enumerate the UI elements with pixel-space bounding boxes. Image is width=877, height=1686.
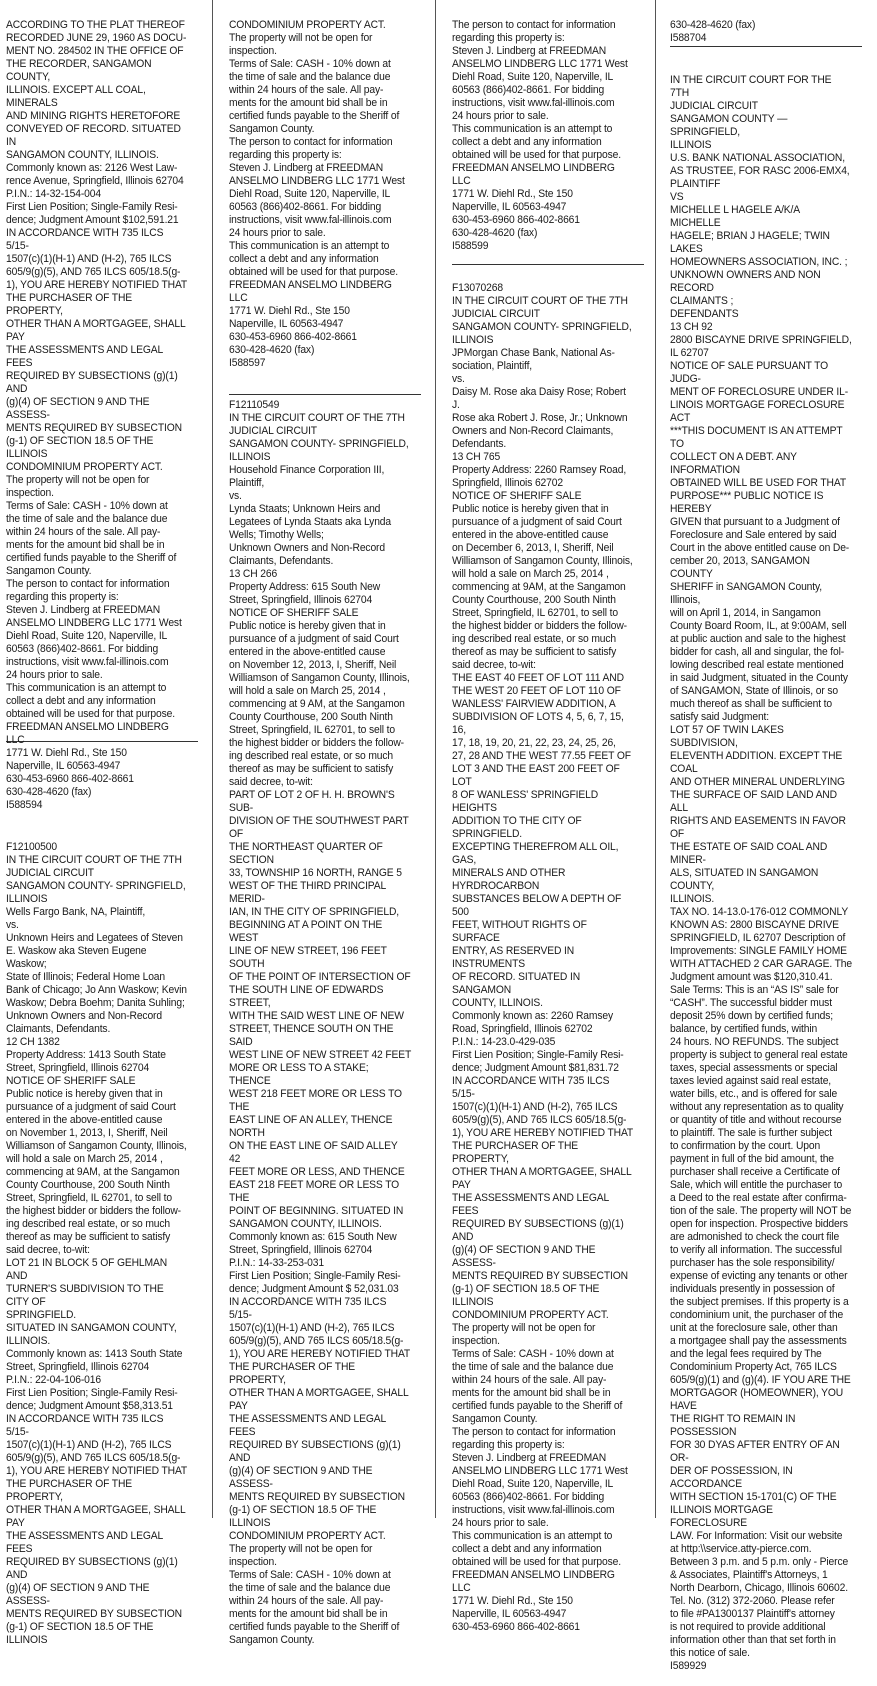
column-2 (229, 6, 411, 1660)
column-divider (435, 0, 436, 1518)
notice-continuation: 630-428-4620 (fax) I588704 (670, 19, 756, 44)
column-4 (670, 6, 852, 1686)
notice-continuation: CONDOMINIUM PROPERTY ACT. The property will not be open for inspection. Terms of Sale: CASH - 10% down at the time of sale and the balance due within 24 hours of the sale. All pay- ments for the amount bid shall be in certified funds payable to the Sheriff of Sangamon County. The person to contact for information regarding this property is: Steven J. Lindberg at FREEDMAN ANSELMO LINDBERG LLC 1771 West Diehl Road, Suite 120, Naperville, IL 60563 (866)402-8661. For bidding instructions, visit www.fal-illinois.com 24 hours prior to sale. This communication is an attempt to collect a debt and any information obtained will be used for that purpose. FREEDMAN ANSELMO LINDBERG LLC 1771 W. Diehl Rd., Ste 150 Naperville, IL 60563-4947 630-453-6960 866-402-8661 630-428-4620 (fax) I588597 (229, 19, 405, 369)
notice-hagele: IN THE CIRCUIT COURT FOR THE 7TH JUDICIAL CIRCUIT SANGAMON COUNTY — SPRINGFIELD, ILLINOIS U.S. BANK NATIONAL ASSOCIATION, AS TRUSTEE, FOR RASC 2006-EMX4, PLAINTIFF VS MICHELLE L HAGELE A/K/A MICHELLE HAGELE; BRIAN J HAGELE; TWIN LAKES HOMEOWNERS ASSOCIATION, INC. ; UNKNOWN OWNERS AND NON RECORD CLAIMANTS ; DEFENDANTS 13 CH 92 2800 BISCAYNE DRIVE SPRINGFIELD, IL 62707 NOTICE OF SALE PURSUANT TO JUDG- MENT OF FORECLOSURE UNDER IL- LINOIS MORTGAGE FORECLOSURE ACT ***THIS DOCUMENT IS AN ATTEMPT TO COLLECT ON A DEBT. ANY INFORMATION OBTAINED WILL BE USED FOR THAT PURPOSE*** PUBLIC NOTICE IS HEREBY GIVEN that pursuant to a Judgment of Foreclosure and Sale entered by said Court in the above entitled cause on De- cember 20, 2013, SANGAMON COUNTY SHERIFF in SANGAMON County, Illinois, will on April 1, 2014, in Sangamon County Board Room, IL, at 9:00AM, sell at public auction and sale to the highest bidder for cash, all and singular, the fol- lowing described real estate mentioned in said Judgment, situated in the County of SANGAMON, State of Illinois, or so much thereof as shall be sufficient to satisfy said Judgment: LOT 57 OF TWIN LAKES SUBDIVISION, ELEVENTH ADDITION. EXCEPT THE COAL AND OTHER MINERAL UNDERLYING THE SURFACE OF SAID LAND AND ALL RIGHTS AND EASEMENTS IN FAVOR OF THE ESTATE OF SAID COAL AND MINER- ALS, SITUATED IN SANGAMON COUNTY, ILLINOIS. TAX NO. 14-13.0-176-012 COMMONLY KNOWN AS: 2800 BISCAYNE DRIVE SPRINGFIELD, IL 62707 Description of Improvements: SINGLE FAMILY HOME WITH ATTACHED 2 CAR GARAGE. The Judgment amount was $120,310.41. Sale Terms: This is an “AS IS” sale for “CASH”. The successful bidder must deposit 25% down by certified funds; balance, by certified funds, within 24 hours. NO REFUNDS. The subject property is subject to general real estate taxes, special assessments or special taxes levied against said real estate, water bills, etc., and is offered for sale without any representation as to quality or quantity of title and without recourse to plaintiff. The sale is further subject to confirmation by the court. Upon payment in full of the bid amount, the purchaser shall receive a Certificate of Sale, which will entitle the purchaser to a Deed to the real estate after confirma- tion of the sale. The property will NOT be open for inspection. Prospective bidders are admonished to check the court file to verify all information. The successful purchaser has the sole responsibility/ expense of evicting any tenants or other individuals presently in possession of the subject premises. If this property is a condominium unit, the purchaser of the unit at the foreclosure sale, other than a mortgagee shall pay the assessments and the legal fees required by The Condominium Property Act, 765 ILCS 605/9(g)(1) and (g)(4). IF YOU ARE THE MORTGAGOR (HOMEOWNER), YOU HAVE THE RIGHT TO REMAIN IN POSSESSION FOR 30 DYAS AFTER ENTRY OF AN OR- DER OF POSSESSION, IN ACCORDANCE WITH SECTION 15-1701(C) OF THE ILLINOIS MORTGAGE FORECLOSURE LAW. For Information: Visit our website at http:\\service.atty-pierce.com. Between 3 p.m. and 5 p.m. only - Pierce & Associates, Plaintiff's Attorneys, 1 North Dearborn, Chicago, Illinois 60602. Tel. No. (312) 372-2060. Please refer to file #PA1300137 Plaintiff's attorney is not required to provide additional information other than that set forth in this notice of sale. I589929 (670, 74, 852, 1672)
notice-f13070268: F13070268 IN THE CIRCUIT COURT OF THE 7TH JUDICIAL CIRCUIT SANGAMON COUNTY- SPRINGFIELD, ILLINOIS JPMorgan Chase Bank, National As- sociation, Plaintiff, vs. Daisy M. Rose aka Daisy Rose; Robert J. Rose aka Robert J. Rose, Jr.; Unknown Owners and Non-Record Claimants, Defendants. 13 CH 765 Property Address: 2260 Ramsey Road, Springfield, Illinois 62702 NOTICE OF SHERIFF SALE Public notice is hereby given that in pursuance of a judgment of said Court entered in the above-entitled cause on December 6, 2013, I, Sheriff, Neil Williamson of Sangamon County, Illinois, will hold a sale on March 25, 2014 , commencing at 9AM, at the Sangamon County Courthouse, 200 South Ninth Street, Springfield, IL 62701, to sell to the highest bidder or bidders the follow- ing described real estate, or so much thereof as may be sufficient to satisfy said decree, to-wit: THE EAST 40 FEET OF LOT 111 AND THE WEST 20 FEET OF LOT 110 OF WANLESS' FAIRVIEW ADDITION, A SUBDIVISION OF LOTS 4, 5, 6, 7, 15, 16, 17, 18, 19, 20, 21, 22, 23, 24, 25, 26, 27, 28 AND THE WEST 77.55 FEET OF LOT 3 AND THE EAST 200 FEET OF LOT 8 OF WANLESS' SPRINGFIELD HEIGHTS ADDITION TO THE CITY OF SPRINGFIELD. EXCEPTING THEREFROM ALL OIL, GAS, MINERALS AND OTHER HYRDROCARBON SUBSTANCES BELOW A DEPTH OF 500 FEET, WITHOUT RIGHTS OF SURFACE ENTRY, AS RESERVED IN INSTRUMENTS OF RECORD. SITUATED IN SANGAMON COUNTY, ILLINOIS. Commonly known as: 2260 Ramsey Road, Springfield, Illinois 62702 P.I.N.: 14-23.0-429-035 First Lien Position; Single-Family Resi- dence; Judgment Amount $81,831.72 IN ACCORDANCE WITH 735 ILCS 5/15- 1507(c)(1)(H-1) AND (H-2), 765 ILCS 605/9(g)(5), AND 765 ILCS 605/18.5(g- 1), YOU ARE HEREBY NOTIFIED THAT THE PURCHASER OF THE PROPERTY, OTHER THAN A MORTGAGEE, SHALL PAY THE ASSESSMENTS AND LEGAL FEES REQUIRED BY SUBSECTIONS (g)(1) AND (g)(4) OF SECTION 9 AND THE ASSESS- MENTS REQUIRED BY SUBSECTION (g-1) OF SECTION 18.5 OF THE ILLINOIS CONDOMINIUM PROPERTY ACT. The property will not be open for inspection. Terms of Sale: CASH - 10% down at the time of sale and the balance due within 24 hours of the sale. All pay- ments for the amount bid shall be in certified funds payable to the Sheriff of Sangamon County. The person to contact for information regarding this property is: Steven J. Lindberg at FREEDMAN ANSELMO LINDBERG LLC 1771 West Diehl Road, Suite 120, Naperville, IL 60563 (866)402-8661. For bidding instructions, visit www.fal-illinois.com 24 hours prior to sale. This communication is an attempt to collect a debt and any information obtained will be used for that purpose. FREEDMAN ANSELMO LINDBERG LLC 1771 W. Diehl Rd., Ste 150 Naperville, IL 60563-4947 630-453-6960 866-402-8661 (452, 282, 634, 1633)
notice-f12100500: F12100500 IN THE CIRCUIT COURT OF THE 7TH JUDICIAL CIRCUIT SANGAMON COUNTY- SPRINGFIELD, ILLINOIS Wells Fargo Bank, NA, Plaintiff, vs. Unknown Heirs and Legatees of Steven E. Waskow aka Steven Eugene Waskow; State of Illinois; Federal Home Loan Bank of Chicago; Jo Ann Waskow; Kevin Waskow; Debra Boehm; Danita Suhling; Unknown Owners and Non-Record Claimants, Defendants. 12 CH 1382 Property Address: 1413 South State Street, Springfield, Illinois 62704 NOTICE OF SHERIFF SALE Public notice is hereby given that in pursuance of a judgment of said Court entered in the above-entitled cause on November 1, 2013, I, Sheriff, Neil Williamson of Sangamon County, Illinois, will hold a sale on March 25, 2014 , commencing at 9AM, at the Sangamon County Courthouse, 200 South Ninth Street, Springfield, IL 62701, to sell to the highest bidder or bidders the follow- ing described real estate, or so much thereof as may be sufficient to satisfy said decree, to-wit: LOT 21 IN BLOCK 5 OF GEHLMAN AND TURNER'S SUBDIVISION TO THE CITY OF SPRINGFIELD. SITUATED IN SANGAMON COUNTY, ILLINOIS. Commonly known as: 1413 South State Street, Springfield, Illinois 62704 P.I.N.: 22-04-106-016 First Lien Position; Single-Family Resi- dence; Judgment Amount $58,313.51 IN ACCORDANCE WITH 735 ILCS 5/15- 1507(c)(1)(H-1) AND (H-2), 765 ILCS 605/9(g)(5), AND 765 ILCS 605/18.5(g- 1), YOU ARE HEREBY NOTIFIED THAT THE PURCHASER OF THE PROPERTY, OTHER THAN A MORTGAGEE, SHALL PAY THE ASSESSMENTS AND LEGAL FEES REQUIRED BY SUBSECTIONS (g)(1) AND (g)(4) OF SECTION 9 AND THE ASSESS- MENTS REQUIRED BY SUBSECTION (g-1) OF SECTION 18.5 OF THE ILLINOIS (6, 841, 188, 1646)
notice-f12110549: F12110549 IN THE CIRCUIT COURT OF THE 7TH JUDICIAL CIRCUIT SANGAMON COUNTY- SPRINGFIELD, ILLINOIS Household Finance Corporation III, Plaintiff, vs. Lynda Staats; Unknown Heirs and Legatees of Lynda Staats aka Lynda Wells; Timothy Wells; Unknown Owners and Non-Record Claimants, Defendants. 13 CH 266 Property Address: 615 South New Street, Springfield, Illinois 62704 NOTICE OF SHERIFF SALE Public notice is hereby given that in pursuance of a judgment of said Court entered in the above-entitled cause on November 12, 2013, I, Sheriff, Neil Williamson of Sangamon County, Illinois, will hold a sale on March 25, 2014 , commencing at 9 AM, at the Sangamon County Courthouse, 200 South Ninth Street, Springfield, IL 62701, to sell to the highest bidder or bidders the follow- ing described real estate, or so much thereof as may be sufficient to satisfy said decree, to-wit: PART OF LOT 2 OF H. H. BROWN'S SUB- DIVISION OF THE SOUTHWEST PART OF THE NORTHEAST QUARTER OF SECTION 33, TOWNSHIP 16 NORTH, RANGE 5 WEST OF THE THIRD PRINCIPAL MERID- IAN, IN THE CITY OF SPRINGFIELD, BEGINNING AT A POINT ON THE WEST LINE OF NEW STREET, 196 FEET SOUTH OF THE POINT OF INTERSECTION OF THE SOUTH LINE OF EDWARDS STREET, WITH THE SAID WEST LINE OF NEW STREET, THENCE SOUTH ON THE SAID WEST LINE OF NEW STREET 42 FEET MORE OR LESS TO A STAKE; THENCE WEST 218 FEET MORE OR LESS TO THE EAST LINE OF AN ALLEY, THENCE NORTH ON THE EAST LINE OF SAID ALLEY 42 FEET MORE OR LESS, AND THENCE EAST 218 FEET MORE OR LESS TO THE POINT OF BEGINNING. SITUATED IN SANGAMON COUNTY, ILLINOIS. Commonly known as: 615 South New Street, Springfield, Illinois 62704 P.I.N.: 14-33-253-031 First Lien Position; Single-Family Resi- dence; Judgment Amount $ 52,031.03 IN ACCORDANCE WITH 735 ILCS 5/15- 1507(c)(1)(H-1) AND (H-2), 765 ILCS 605/9(g)(5), AND 765 ILCS 605/18.5(g- 1), YOU ARE HEREBY NOTIFIED THAT THE PURCHASER OF THE PROPERTY, OTHER THAN A MORTGAGEE, SHALL PAY THE ASSESSMENTS AND LEGAL FEES REQUIRED BY SUBSECTIONS (g)(1) AND (g)(4) OF SECTION 9 AND THE ASSESS- MENTS REQUIRED BY SUBSECTION (g-1) OF SECTION 18.5 OF THE ILLINOIS CONDOMINIUM PROPERTY ACT. The property will not be open for inspection. Terms of Sale: CASH - 10% down at the time of sale and the balance due within 24 hours of the sale. All pay- ments for the amount bid shall be in certified funds payable to the Sheriff of Sangamon County. (229, 399, 412, 1646)
column-divider (212, 0, 213, 1518)
column-1 (6, 6, 188, 1660)
notice-continuation: ACCORDING TO THE PLAT THEREOF RECORDED JUNE 29, 1960 AS DOCU- MENT NO. 284502 IN THE OFFICE OF THE RECORDER, SANGAMON COUNTY, ILLINOIS. EXCEPT ALL COAL, MINERALS AND MINING RIGHTS HERETOFORE CONVEYED OF RECORD. SITUATED IN SANGAMON COUNTY, ILLINOIS. Commonly known as: 2126 West Law- rence Avenue, Springfield, Illinois 62704 P.I.N.: 14-32-154-004 First Lien Position; Single-Family Resi- dence; Judgment Amount $102,591.21 IN ACCORDANCE WITH 735 ILCS 5/15- 1507(c)(1)(H-1) AND (H-2), 765 ILCS 605/9(g)(5), AND 765 ILCS 605/18.5(g- 1), YOU ARE HEREBY NOTIFIED THAT THE PURCHASER OF THE PROPERTY, OTHER THAN A MORTGAGEE, SHALL PAY THE ASSESSMENTS AND LEGAL FEES REQUIRED BY SUBSECTIONS (g)(1) AND (g)(4) OF SECTION 9 AND THE ASSESS- MENTS REQUIRED BY SUBSECTION (g-1) OF SECTION 18.5 OF THE ILLINOIS CONDOMINIUM PROPERTY ACT. The property will not be open for inspection. Terms of Sale: CASH - 10% down at the time of sale and the balance due within 24 hours of the sale. All pay- ments for the amount bid shall be in certified funds payable to the Sheriff of Sangamon County. The person to contact for information regarding this property is: Steven J. Lindberg at FREEDMAN ANSELMO LINDBERG LLC 1771 West Diehl Road, Suite 120, Naperville, IL 60563 (866)402-8661. For bidding instructions, visit www.fal-illinois.com 24 hours prior to sale. This communication is an attempt to collect a debt and any information obtained will be used for that purpose. FREEDMAN ANSELMO LINDBERG LLC 1771 W. Diehl Rd., Ste 150 Naperville, IL 60563-4947 630-453-6960 866-402-8661 630-428-4620 (fax) I588594 (6, 19, 188, 811)
column-divider (655, 0, 656, 1518)
notice-continuation: The person to contact for information regarding this property is: Steven J. Lindberg at FREEDMAN ANSELMO LINDBERG LLC 1771 West Diehl Road, Suite 120, Naperville, IL 60563 (866)402-8661. For bidding instructions, visit www.fal-illinois.com 24 hours prior to sale. This communication is an attempt to collect a debt and any information obtained will be used for that purpose. FREEDMAN ANSELMO LINDBERG LLC 1771 W. Diehl Rd., Ste 150 Naperville, IL 60563-4947 630-453-6960 866-402-8661 630-428-4620 (fax) I588599 (452, 19, 628, 252)
column-3 (452, 6, 634, 1647)
